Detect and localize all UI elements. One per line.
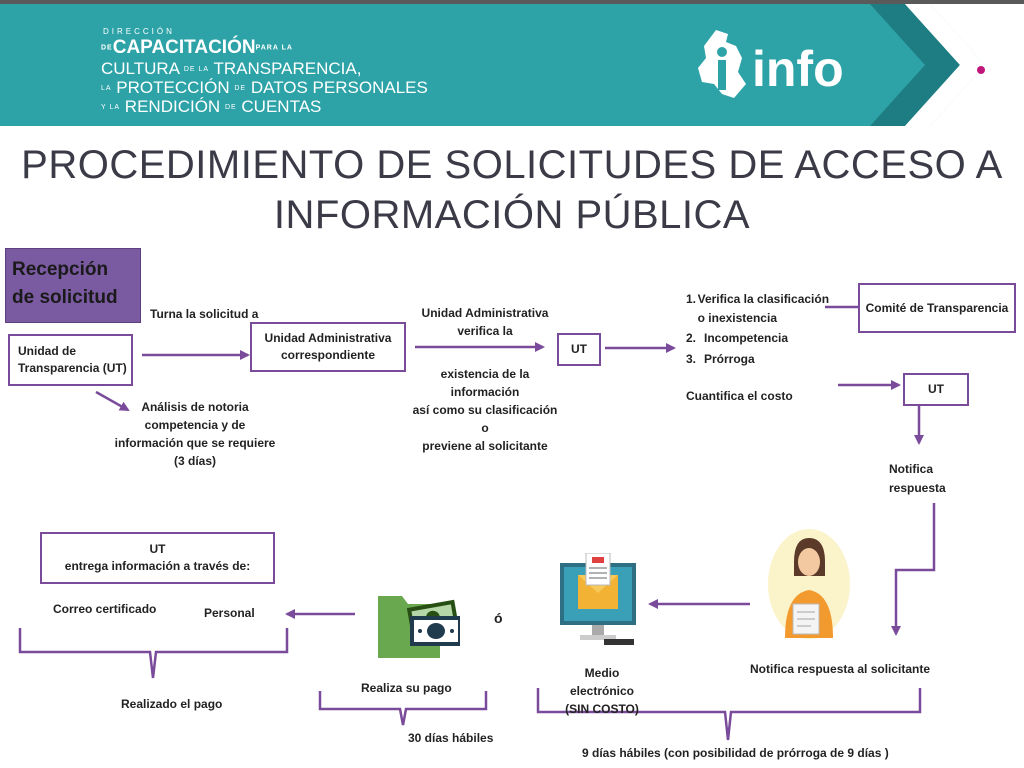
committee-box: Comité de Transparencia bbox=[858, 283, 1016, 333]
or-label: ó bbox=[494, 610, 503, 626]
ut-box-2: UT bbox=[903, 373, 969, 406]
title-line-2: INFORMACIÓN PÚBLICA bbox=[273, 193, 751, 237]
delivery-text: entrega información a través de: bbox=[64, 559, 251, 573]
reception-label: Recepción de solicitud bbox=[12, 259, 118, 308]
cost-label: Cuantifica el costo bbox=[686, 389, 793, 403]
admin-verifies-text: Unidad Administrativa verifica la bbox=[421, 306, 549, 338]
org-line-4: LA PROTECCIÓN DE DATOS PERSONALES bbox=[101, 78, 428, 97]
payment-done-label: Realizado el pago bbox=[121, 697, 223, 711]
title-line-1: PROCEDIMIENTO DE SOLICITUDES DE ACCESO A bbox=[21, 143, 1003, 187]
thirty-days-label: 30 días hábiles bbox=[408, 731, 494, 745]
checklist-item-2: 2. Incompetencia bbox=[686, 331, 789, 346]
org-line-3: CULTURA DE LA TRANSPARENCIA, bbox=[101, 59, 362, 78]
wallet-payment-icon bbox=[376, 584, 460, 660]
admin-existence-text: existencia de la información así como su clasificación o previene al solicitante bbox=[412, 367, 558, 453]
ut-box-1: UT bbox=[557, 333, 601, 366]
electronic-medium-label: Medio electrónico (SIN COSTO) bbox=[565, 666, 639, 716]
certified-mail-label: Correo certificado bbox=[53, 602, 157, 616]
make-payment-label: Realiza su pago bbox=[361, 681, 452, 695]
person-with-document-icon bbox=[767, 528, 851, 640]
brace-paid bbox=[20, 628, 287, 678]
ut-delivery-box bbox=[40, 532, 275, 584]
checklist bbox=[686, 290, 836, 368]
turn-request-label: Turna la solicitud a bbox=[150, 307, 259, 321]
reception-header bbox=[5, 248, 141, 323]
checklist-item-1: 1. Verifica la clasificación o inexistencia bbox=[686, 292, 830, 325]
org-line-1: DIRECCIÓN bbox=[103, 27, 175, 36]
checklist-item-3: 3. Prórroga bbox=[686, 351, 755, 366]
transparency-unit-box: Unidad de Transparencia (UT) bbox=[8, 334, 133, 386]
personal-label: Personal bbox=[204, 606, 255, 620]
info-logo-text: info bbox=[752, 41, 844, 97]
delivery-ut-label: UT bbox=[149, 542, 166, 557]
notify-applicant-label: Notifica respuesta al solicitante bbox=[750, 662, 931, 676]
org-line-5: Y LA RENDICIÓN DE CUENTAS bbox=[101, 97, 322, 116]
computer-email-icon bbox=[560, 553, 640, 645]
arrow-notify-down bbox=[896, 503, 934, 634]
admin-unit-box: Unidad Administrativa correspondiente bbox=[250, 322, 406, 372]
nine-days-label: 9 días hábiles (con posibilidad de prórroga de 9 días ) bbox=[582, 746, 889, 760]
org-line-2: DECAPACITACIÓNPARA LA bbox=[101, 37, 293, 58]
notify-response-text: Notifica respuesta bbox=[889, 462, 946, 496]
analysis-text: Análisis de notoria competencia y de información que se requiere (3 días) bbox=[114, 400, 276, 468]
